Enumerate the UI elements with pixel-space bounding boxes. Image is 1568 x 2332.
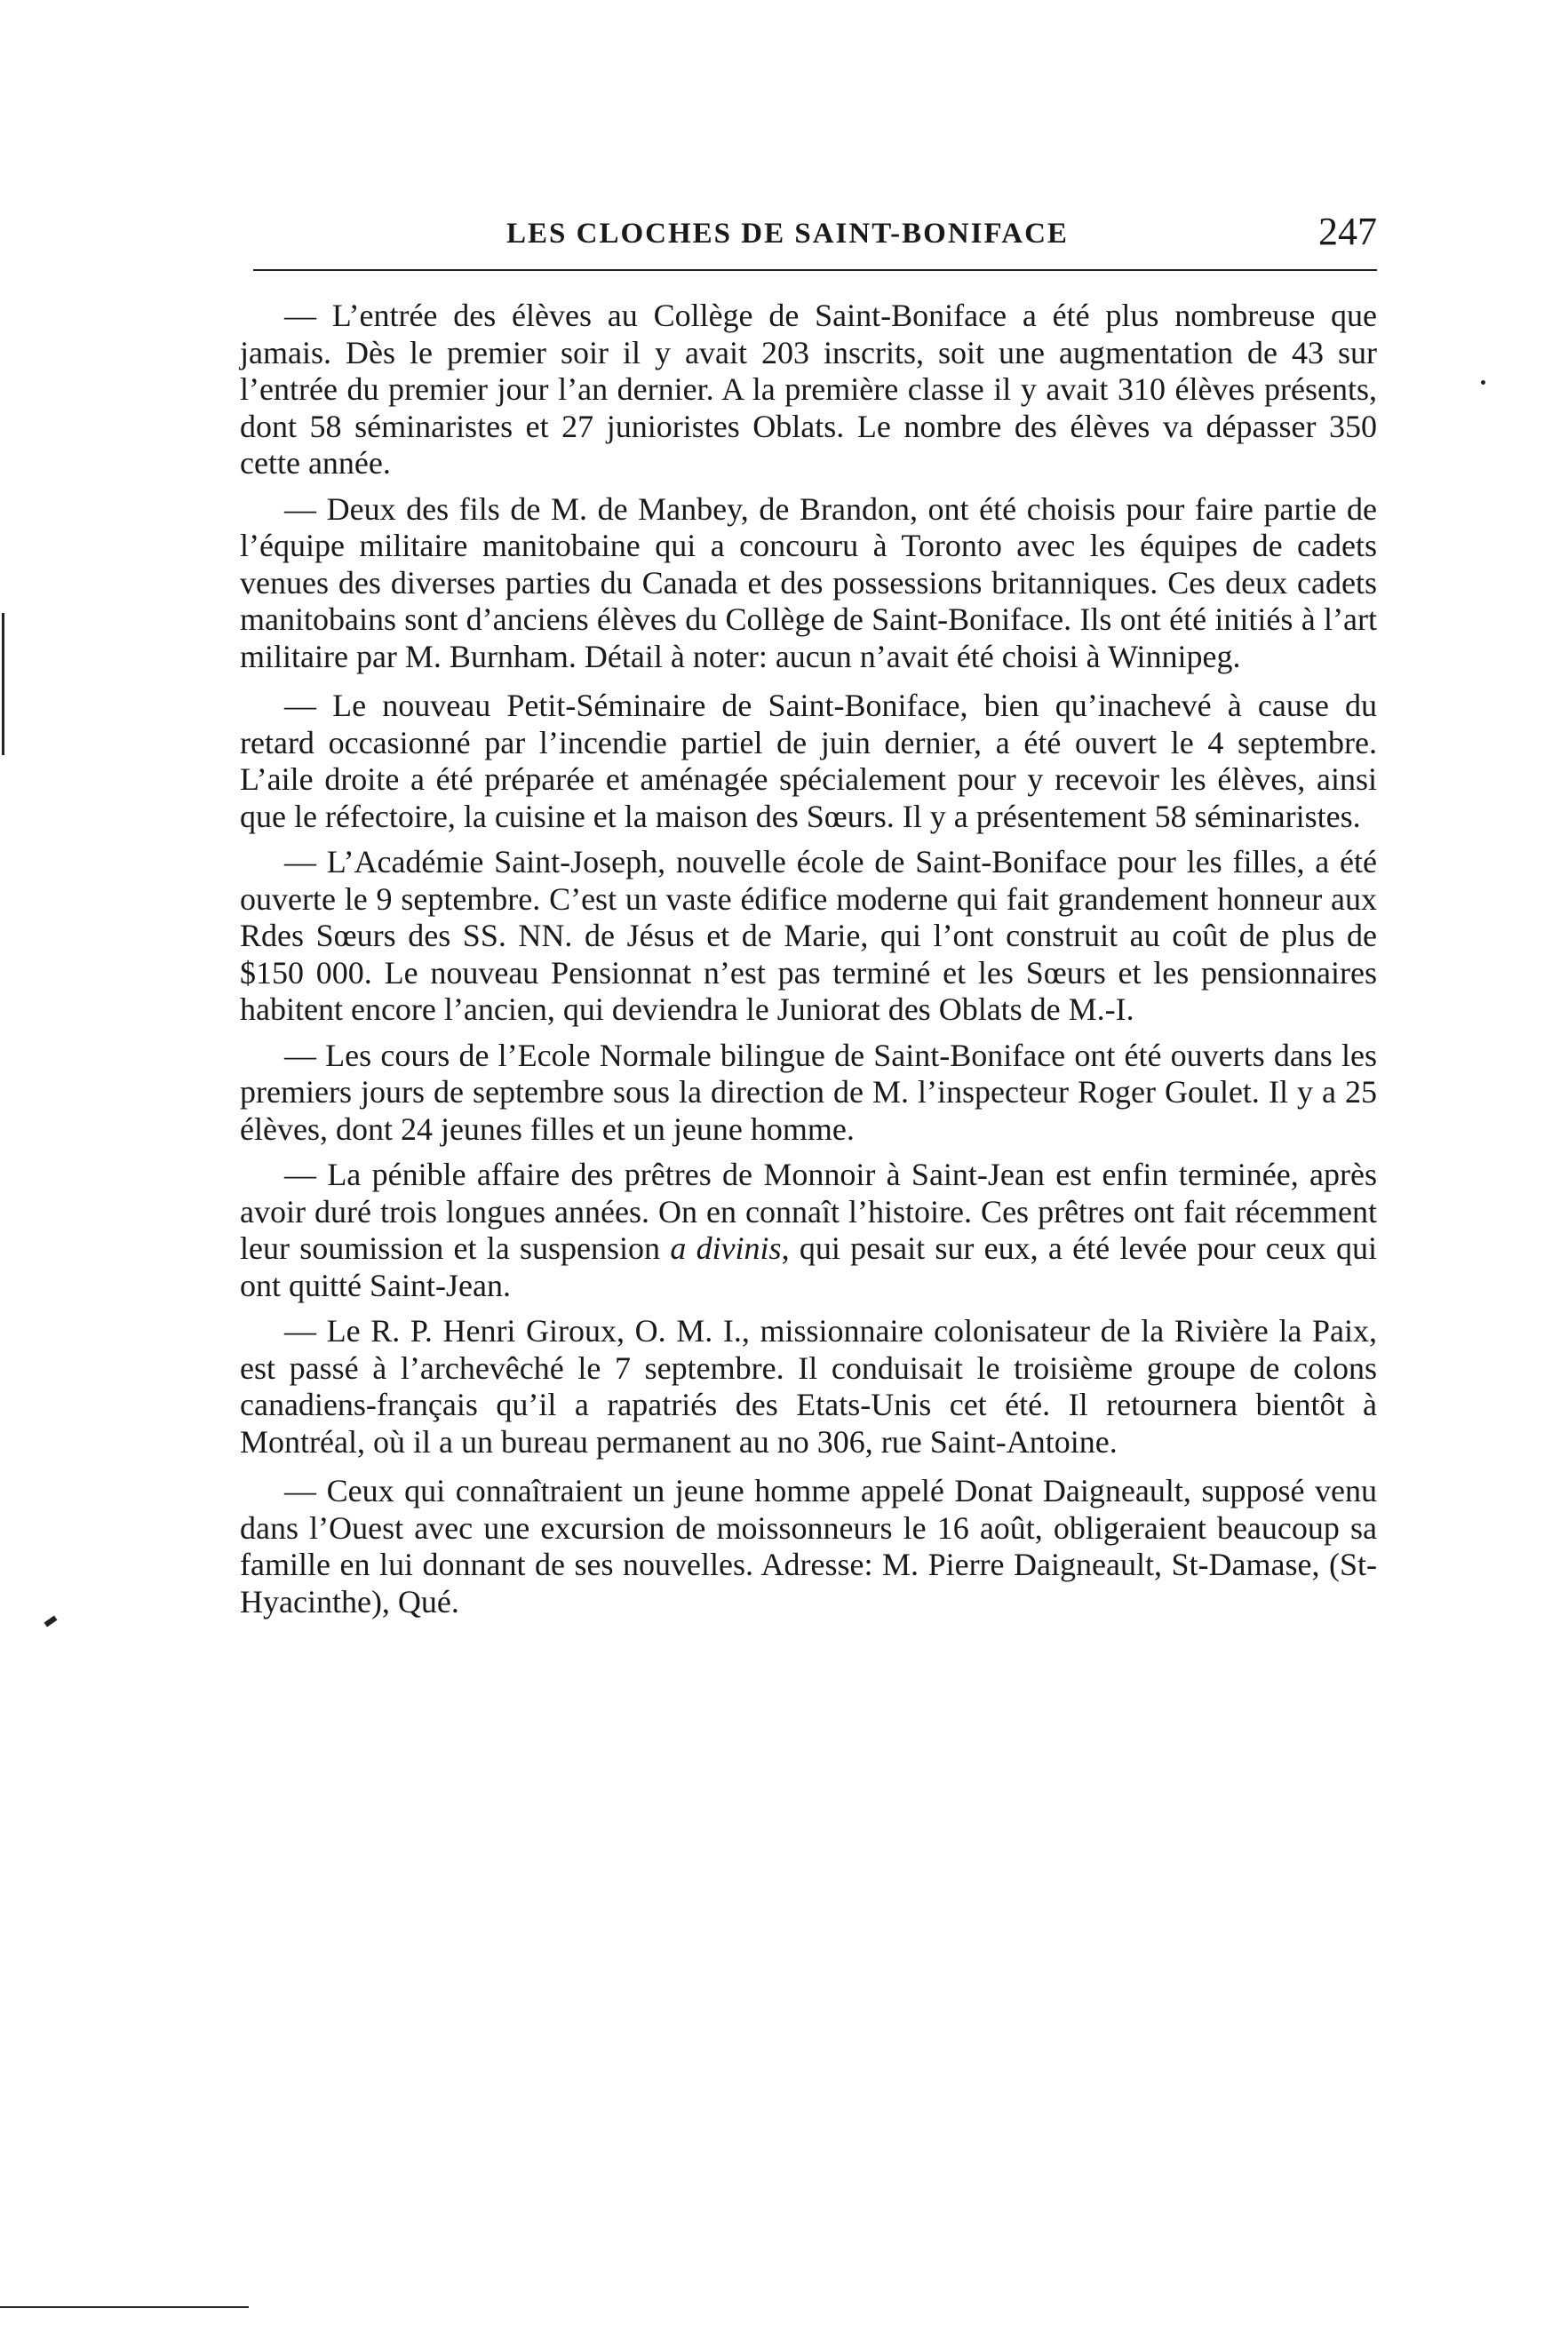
paragraph-giroux-colonisation: — Le R. P. Henri Giroux, O. M. I., missionnaire colonisateur de la Rivière la Paix, est passé à l’archevêché le 7 septembre. Il conduisait le troisième groupe de colons canadiens-français qu’il a rapatriés des Etats-Unis cet été. Il retournera bientôt à Montréal, où il a un bureau permanent au no 306, rue Saint-Antoine.	[240, 1313, 1377, 1460]
scan-artifact-dot	[1481, 380, 1485, 385]
header-rule	[253, 269, 1377, 271]
running-title: LES CLOCHES DE SAINT-BONIFACE	[506, 218, 1069, 250]
paragraph-academie-saint-joseph: — L’Académie Saint-Joseph, nouvelle école de Saint-Boniface pour les filles, a été ouverte le 9 septembre. C’est un vaste édifice moderne qui fait grandement honneur aux Rdes Sœurs des SS. NN. de Jésus et de Marie, qui l’ont construit au coût de plus de $150 000. Le nouveau Pensionnat n’est pas terminé et les Sœurs et les pensionnaires habitent encore l’ancien, qui deviendra le Juniorat des Oblats de M.-I.	[240, 844, 1377, 1027]
paragraph-college-enrolment: — L’entrée des élèves au Collège de Saint-Boniface a été plus nombreuse que jamais. Dès le premier soir il y avait 203 inscrits, soit une augmentation de 43 sur l’entrée du premier jour l’an dernier. A la première classe il y avait 310 élèves présents, dont 58 séminaristes et 27 junioristes Oblats. Le nombre des élèves va dépasser 350 cette année.	[240, 298, 1377, 481]
paragraph-monnoir-text-before: — La pénible affaire des prêtres de Monnoir à Saint-Jean est enfin terminée, après avoir duré trois longues années. On en connaît l’histoire. Ces prêtres ont fait récemment leur soumission et la suspension	[240, 1157, 1377, 1266]
scan-artifact-bottom-line	[0, 2306, 249, 2308]
paragraph-monnoir-priests	[240, 1157, 1377, 1304]
scan-artifact-left-bar	[2, 613, 4, 755]
paragraph-petit-seminaire: — Le nouveau Petit-Séminaire de Saint-Boniface, bien qu’inachevé à cause du retard occasionné par l’incendie partiel de juin dernier, a été ouvert le 4 septembre. L’aile droite a été préparée et aménagée spécialement pour y recevoir les élèves, ainsi que le réfectoire, la cuisine et la maison des Sœurs. Il y a présentement 58 séminaristes.	[240, 688, 1377, 834]
scan-artifact-mark	[44, 1616, 58, 1628]
paragraph-monnoir-latin-phrase: a divinis	[670, 1230, 782, 1266]
body-text	[240, 298, 1377, 1628]
paragraph-daigneault-notice: — Ceux qui connaîtraient un jeune homme appelé Donat Daigneault, supposé venu dans l’Ouest avec une excursion de moissonneurs le 16 août, obligeraient beaucoup sa famille en lui donnant de ses nouvelles. Adresse: M. Pierre Daigneault, St-Damase, (St-Hyacinthe), Qué.	[240, 1473, 1377, 1620]
paragraph-manbey-cadets: — Deux des fils de M. de Manbey, de Brandon, ont été choisis pour faire partie de l’équipe militaire manitobaine qui a concouru à Toronto avec les équipes de cadets venues des diverses parties du Canada et des possessions britanniques. Ces deux cadets manitobains sont d’anciens élèves du Collège de Saint-Boniface. Ils ont été initiés à l’art militaire par M. Burnham. Détail à noter: aucun n’avait été choisi à Winnipeg.	[240, 490, 1377, 674]
paragraph-ecole-normale: — Les cours de l’Ecole Normale bilingue de Saint-Boniface ont été ouverts dans les premiers jours de septembre sous la direction de M. l’inspecteur Roger Goulet. Il y a 25 élèves, dont 24 jeunes filles et un jeune homme.	[240, 1037, 1377, 1147]
page-header	[462, 209, 1377, 262]
paragraph-monnoir-text-after: , qui pesait sur eux, a été levée pour ceux qui ont quitté Saint-Jean.	[240, 1230, 1377, 1303]
page-number: 247	[1318, 210, 1377, 253]
